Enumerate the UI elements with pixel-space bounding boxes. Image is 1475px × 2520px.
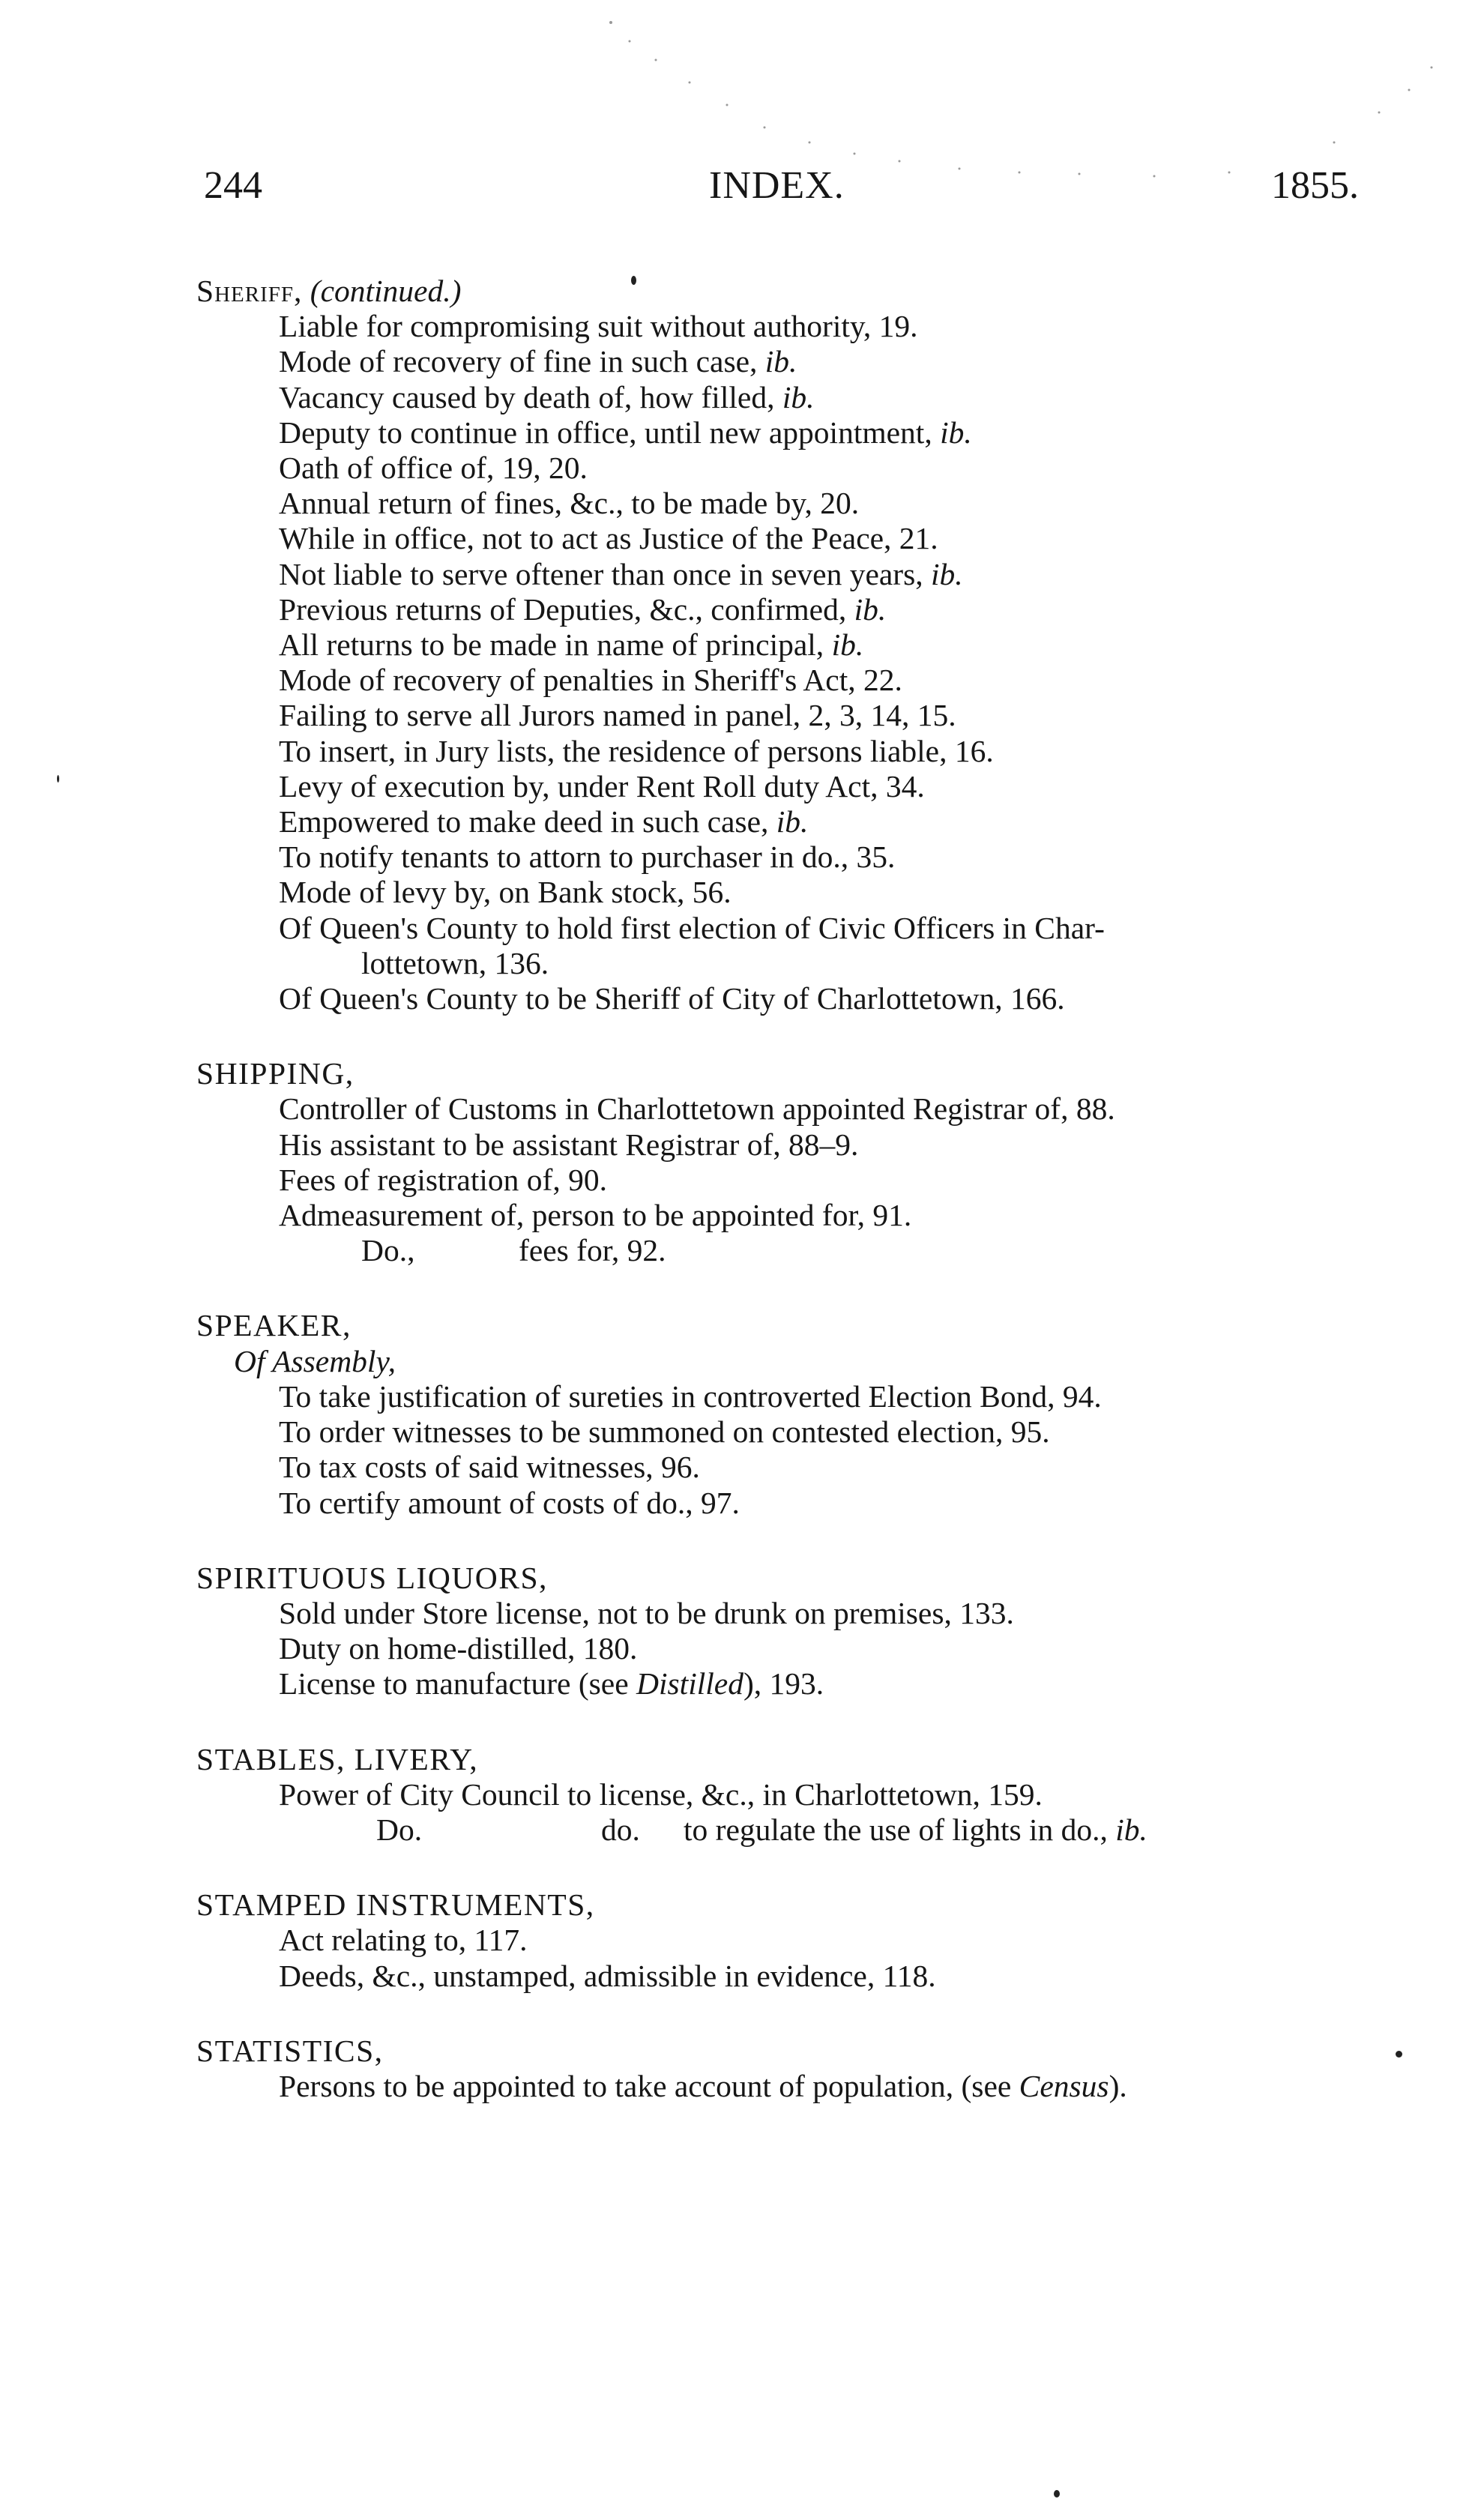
section-speaker (196, 1308, 1366, 1520)
section-heading: Sheriff, (continued.) (196, 274, 462, 308)
index-entry: To tax costs of said witnesses, 96. (279, 1450, 700, 1485)
ink-dot-mark (1054, 2490, 1060, 2498)
index-entry: Mode of levy by, on Bank stock, 56. (279, 875, 732, 910)
index-entry: Vacancy caused by death of, how filled, ib. (279, 379, 815, 415)
page-number: 244 (204, 164, 262, 207)
index-entry: Liable for compromising suit without authority, 19. (279, 309, 918, 344)
index-entry: Of Queen's County to hold first election of Civic Officers in Char- (279, 910, 1105, 945)
section-heading: STABLES, LIVERY, (196, 1741, 479, 1776)
section-heading: SPIRITUOUS LIQUORS, (196, 1560, 548, 1595)
index-entry: To order witnesses to be summoned on contested election, 95. (279, 1414, 1050, 1450)
ditto-entry: Do. do. to regulate the use of lights in do., ib. (376, 1812, 1147, 1847)
index-entry: To certify amount of costs of do., 97. (279, 1485, 740, 1520)
index-entry: Not liable to serve oftener than once in seven years, ib. (279, 556, 963, 591)
ink-dot-mark (631, 276, 636, 285)
index-entry: Deputy to continue in office, until new appointment, ib. (279, 415, 972, 450)
section-sheriff (196, 274, 1366, 1016)
section-stamped-instruments (196, 1887, 1366, 1994)
index-entry: Empowered to make deed in such case, ib. (279, 804, 809, 840)
section-statistics (196, 2034, 1366, 2104)
index-entry: Power of City Council to license, &c., in Charlottetown, 159. (279, 1776, 1043, 1812)
heading-note: (continued.) (310, 274, 462, 308)
section-heading: STAMPED INSTRUMENTS, (196, 1887, 595, 1923)
page-title: INDEX. (709, 164, 845, 207)
index-entry: All returns to be made in name of principal, ib. (279, 627, 864, 663)
index-entry: License to manufacture (see Distilled), 193. (279, 1666, 824, 1701)
index-content (196, 274, 1366, 2104)
index-entry: Failing to serve all Jurors named in panel, 2, 3, 14, 15. (279, 698, 956, 733)
index-entry-continuation: lottetown, 136. (361, 945, 549, 980)
index-entry: Duty on home-distilled, 180. (279, 1631, 638, 1666)
index-entry: Fees of registration of, 90. (279, 1162, 607, 1197)
index-entry: Mode of recovery of penalties in Sheriff's Act, 22. (279, 663, 902, 698)
index-entry: Deeds, &c., unstamped, admissible in evidence, 118. (279, 1958, 936, 1993)
page-header (0, 163, 1475, 216)
index-entry: Levy of execution by, under Rent Roll duty Act, 34. (279, 768, 925, 804)
section-subheading: Of Assembly, (234, 1343, 396, 1378)
section-stables-livery (196, 1742, 1366, 1848)
index-entry: To take justification of sureties in controverted Election Bond, 94. (279, 1378, 1102, 1414)
index-entry: Of Queen's County to be Sheriff of City of Charlottetown, 166. (279, 981, 1065, 1016)
index-entry: Persons to be appointed to take account of population, (see Census). (279, 2068, 1127, 2103)
section-spirituous-liquors (196, 1561, 1366, 1702)
section-heading: SPEAKER, (196, 1308, 352, 1343)
index-entry: To insert, in Jury lists, the residence of persons liable, 16. (279, 733, 994, 768)
index-entry: Admeasurement of, person to be appointed for, 91. (279, 1198, 912, 1233)
index-entry: Controller of Customs in Charlottetown appointed Registrar of, 88. (279, 1091, 1115, 1127)
index-entry: While in office, not to act as Justice of the Peace, 21. (279, 521, 938, 556)
page-year: 1855. (1271, 164, 1359, 207)
index-entry: Annual return of fines, &c., to be made by, 20. (279, 486, 860, 521)
section-heading: SHIPPING, (196, 1056, 355, 1091)
section-shipping (196, 1056, 1366, 1268)
index-entry: Act relating to, 117. (279, 1923, 528, 1958)
index-entry: Mode of recovery of fine in such case, ib. (279, 344, 797, 379)
index-entry: To notify tenants to attorn to purchaser in do., 35. (279, 840, 896, 875)
index-entry: Sold under Store license, not to be drunk on premises, 133. (279, 1595, 1014, 1630)
ink-dot-mark (57, 775, 59, 783)
ink-dot-mark (1396, 2051, 1402, 2058)
index-entry: His assistant to be assistant Registrar of, 88–9. (279, 1127, 859, 1162)
ditto-entry: Do., fees for, 92. (361, 1233, 666, 1268)
index-entry: Oath of office of, 19, 20. (279, 450, 588, 486)
index-entry: Previous returns of Deputies, &c., confirmed, ib. (279, 591, 887, 627)
section-heading: STATISTICS, (196, 2033, 384, 2068)
